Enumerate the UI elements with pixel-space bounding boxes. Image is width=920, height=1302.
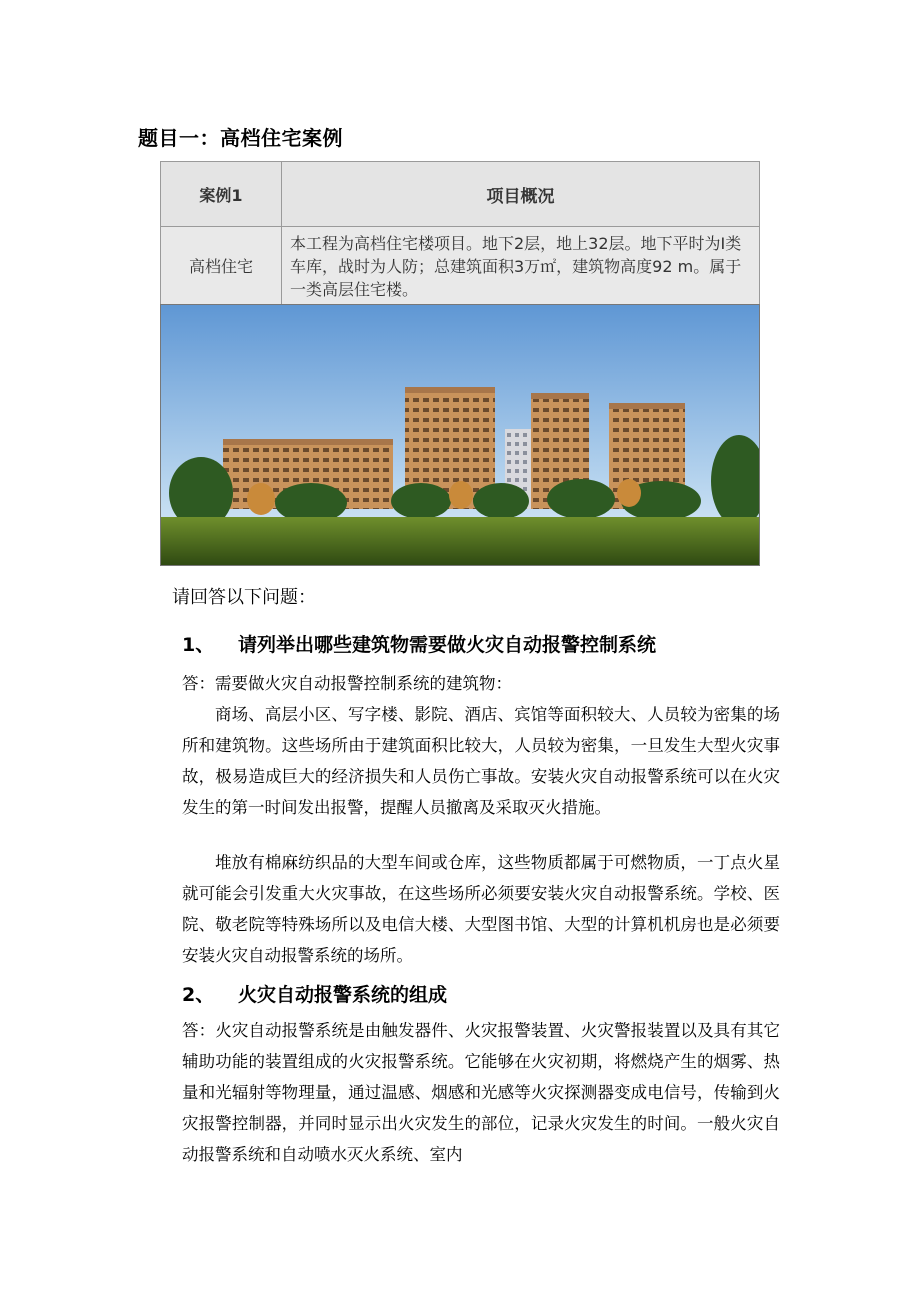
- question-1-number: 1、: [182, 634, 215, 656]
- question-1-answer-lead: 答：需要做火灾自动报警控制系统的建筑物：: [182, 674, 512, 693]
- table-cell-label: 高档住宅: [161, 227, 282, 305]
- case-table: [160, 161, 760, 305]
- question-1-paragraph-1: 商场、高层小区、写字楼、影院、酒店、宾馆等面积较大、人员较为密集的场所和建筑物。这些场所由于建筑面积比较大，人员较为密集，一旦发生大型火灾事故，极易造成巨大的经济损失和人员伤亡事故。安装火灾自动报警系统可以在火灾发生的第一时间发出报警，提醒人员撤离及采取灭火措施。: [182, 705, 780, 817]
- page-title: 题目一：高档住宅案例: [138, 126, 343, 150]
- question-1-text: 请列举出哪些建筑物需要做火灾自动报警控制系统: [238, 634, 657, 656]
- question-2-answer: 答：火灾自动报警系统是由触发器件、火灾报警装置、火灾警报装置以及具有其它辅助功能的装置组成的火灾报警系统。它能够在火灾初期，将燃烧产生的烟雾、热量和光辐射等物理量，通过温感、烟感和光感等火灾探测器变成电信号，传输到火灾报警控制器，并同时显示出火灾发生的部位，记录火灾发生的时间。一般火灾自动报警系统和自动喷水灭火系统、室内: [182, 1021, 780, 1164]
- table-header-row: [161, 162, 760, 227]
- questions-intro: 请回答以下问题：: [172, 587, 316, 608]
- question-2-number: 2、: [182, 984, 215, 1006]
- table-header-overview: 项目概况: [282, 162, 760, 227]
- question-1-heading: [182, 630, 656, 657]
- building-photo: [160, 304, 760, 566]
- table-row: [161, 227, 760, 305]
- table-header-case: 案例1: [161, 162, 282, 227]
- question-2-text: 火灾自动报警系统的组成: [238, 984, 448, 1006]
- question-2-heading: [182, 980, 447, 1007]
- question-1-paragraph-2: 堆放有棉麻纺织品的大型车间或仓库，这些物质都属于可燃物质，一丁点火星就可能会引发重大火灾事故，在这些场所必须要安装火灾自动报警系统。学校、医院、敬老院等特殊场所以及电信大楼、大型图书馆、大型的计算机机房也是必须要安装火灾自动报警系统的场所。: [182, 853, 780, 965]
- table-cell-description: 本工程为高档住宅楼项目。地下2层，地上32层。地下平时为Ⅰ类车库，战时为人防；总建筑面积3万㎡，建筑物高度92 m。属于一类高层住宅楼。: [282, 227, 760, 305]
